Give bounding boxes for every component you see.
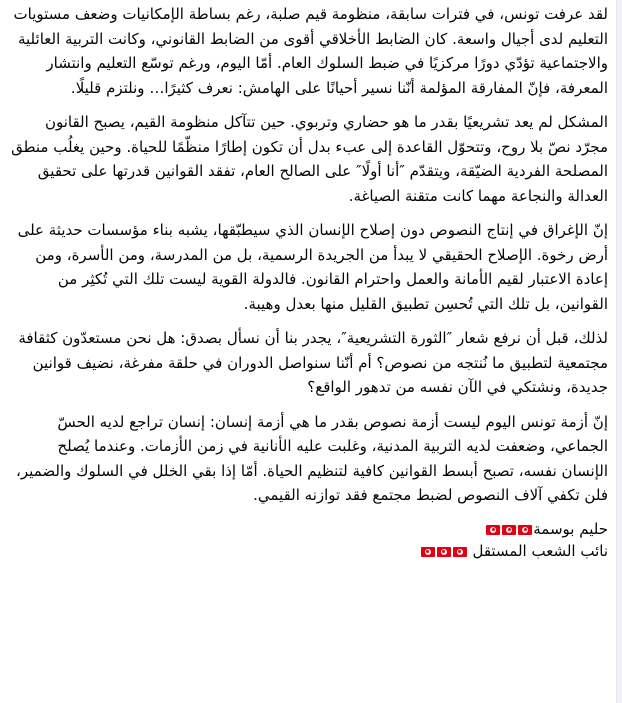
scrollbar-track[interactable] xyxy=(616,0,622,703)
post-paragraph: إنّ الإغراق في إنتاج النصوص دون إصلاح الإنسان الذي سيطبّقها، يشبه بناء مؤسسات حديثة على أرض رخوة. الإصلاح الحقيقي لا يبدأ من الجريدة الرسمية، بل من المدرسة، ومن الأسرة، ومن إعادة الاعتبار لقيم الأمانة والعمل واحترام القانون. فالدولة القوية ليست تلك التي تُكثِر من القوانين، بل تلك التي تُحسِن تطبيق القليل منها بعدل وهيبة. xyxy=(17,221,608,313)
post-paragraph: المشكل لم يعد تشريعيًا بقدر ما هو حضاري وتربوي. حين تتآكل منظومة القيم، يصبح القانون مجرّد نصّ بلا روح، وتتحوّل القاعدة إلى عبء بدل أن تكون إطارًا منظّمًا للحياة. وحين يغلُب منطق المصلحة الفردية الضيّقة، ويتقدّم ″أنا أولًا″ على الصالح العام، تفقد القوانين قدرتها على تحقيق العدالة والنجاعة مهما كانت متقنة الصياغة. xyxy=(11,113,608,205)
tunisia-flag-icon xyxy=(486,525,500,535)
signature-name-line xyxy=(8,518,608,540)
tunisia-flag-icon xyxy=(437,547,451,557)
post-body xyxy=(8,0,608,562)
tunisia-flag-icon xyxy=(453,547,467,557)
signature xyxy=(8,518,608,562)
signature-title: نائب الشعب المستقل xyxy=(472,541,608,560)
flag-group xyxy=(420,542,468,560)
tunisia-flag-icon xyxy=(421,547,435,557)
signature-name: حليم بوسمة xyxy=(533,519,608,538)
flag-group xyxy=(485,520,533,538)
post-paragraph: لذلك، قبل أن نرفع شعار ″الثورة التشريعية″، يجدر بنا أن نسأل بصدق: هل نحن مستعدّون كثقافة مجتمعية لتطبيق ما نُنتجه من نصوص؟ أم أنّنا سنواصل الدوران في حلقة مفرغة، نضيف قوانين جديدة، ونشتكي في الآن نفسه من تدهور الواقع؟ xyxy=(18,329,608,396)
tunisia-flag-icon xyxy=(518,525,532,535)
tunisia-flag-icon xyxy=(502,525,516,535)
signature-title-line xyxy=(8,540,608,562)
post-paragraph: إنّ أزمة تونس اليوم ليست أزمة نصوص بقدر ما هي أزمة إنسان: إنسان تراجع لديه الحسّ الجماعي، وضعفت لديه التربية المدنية، وغلبت عليه الأنانية في زمن الأزمات. وعندما يُصلح الإنسان نفسه، تصبح أبسط القوانين كافية لتنظيم الحياة. أمّا إذا بقي الخلل في السلوك والضمير، فلن تكفي آلاف النصوص لضبط مجتمع فقد توازنه القيمي. xyxy=(16,412,608,504)
post-paragraph: لقد عرفت تونس، في فترات سابقة، منظومة قيم صلبة، رغم بساطة الإمكانيات وضعف مستويات التعليم لدى أجيال واسعة. كان الضابط الأخلاقي أقوى من الضابط القانوني، وكانت التربية العائلية والاجتماعية تؤدّي دورًا مركزيًا في ضبط السلوك العام. أمّا اليوم، ورغم توسّع التعليم وانتشار المعرفة، فإنّ المفارقة المؤلمة أنّنا نسير أحيانًا على الهامش: نعرف كثيرًا… ونلتزم قليلًا. xyxy=(13,5,608,97)
